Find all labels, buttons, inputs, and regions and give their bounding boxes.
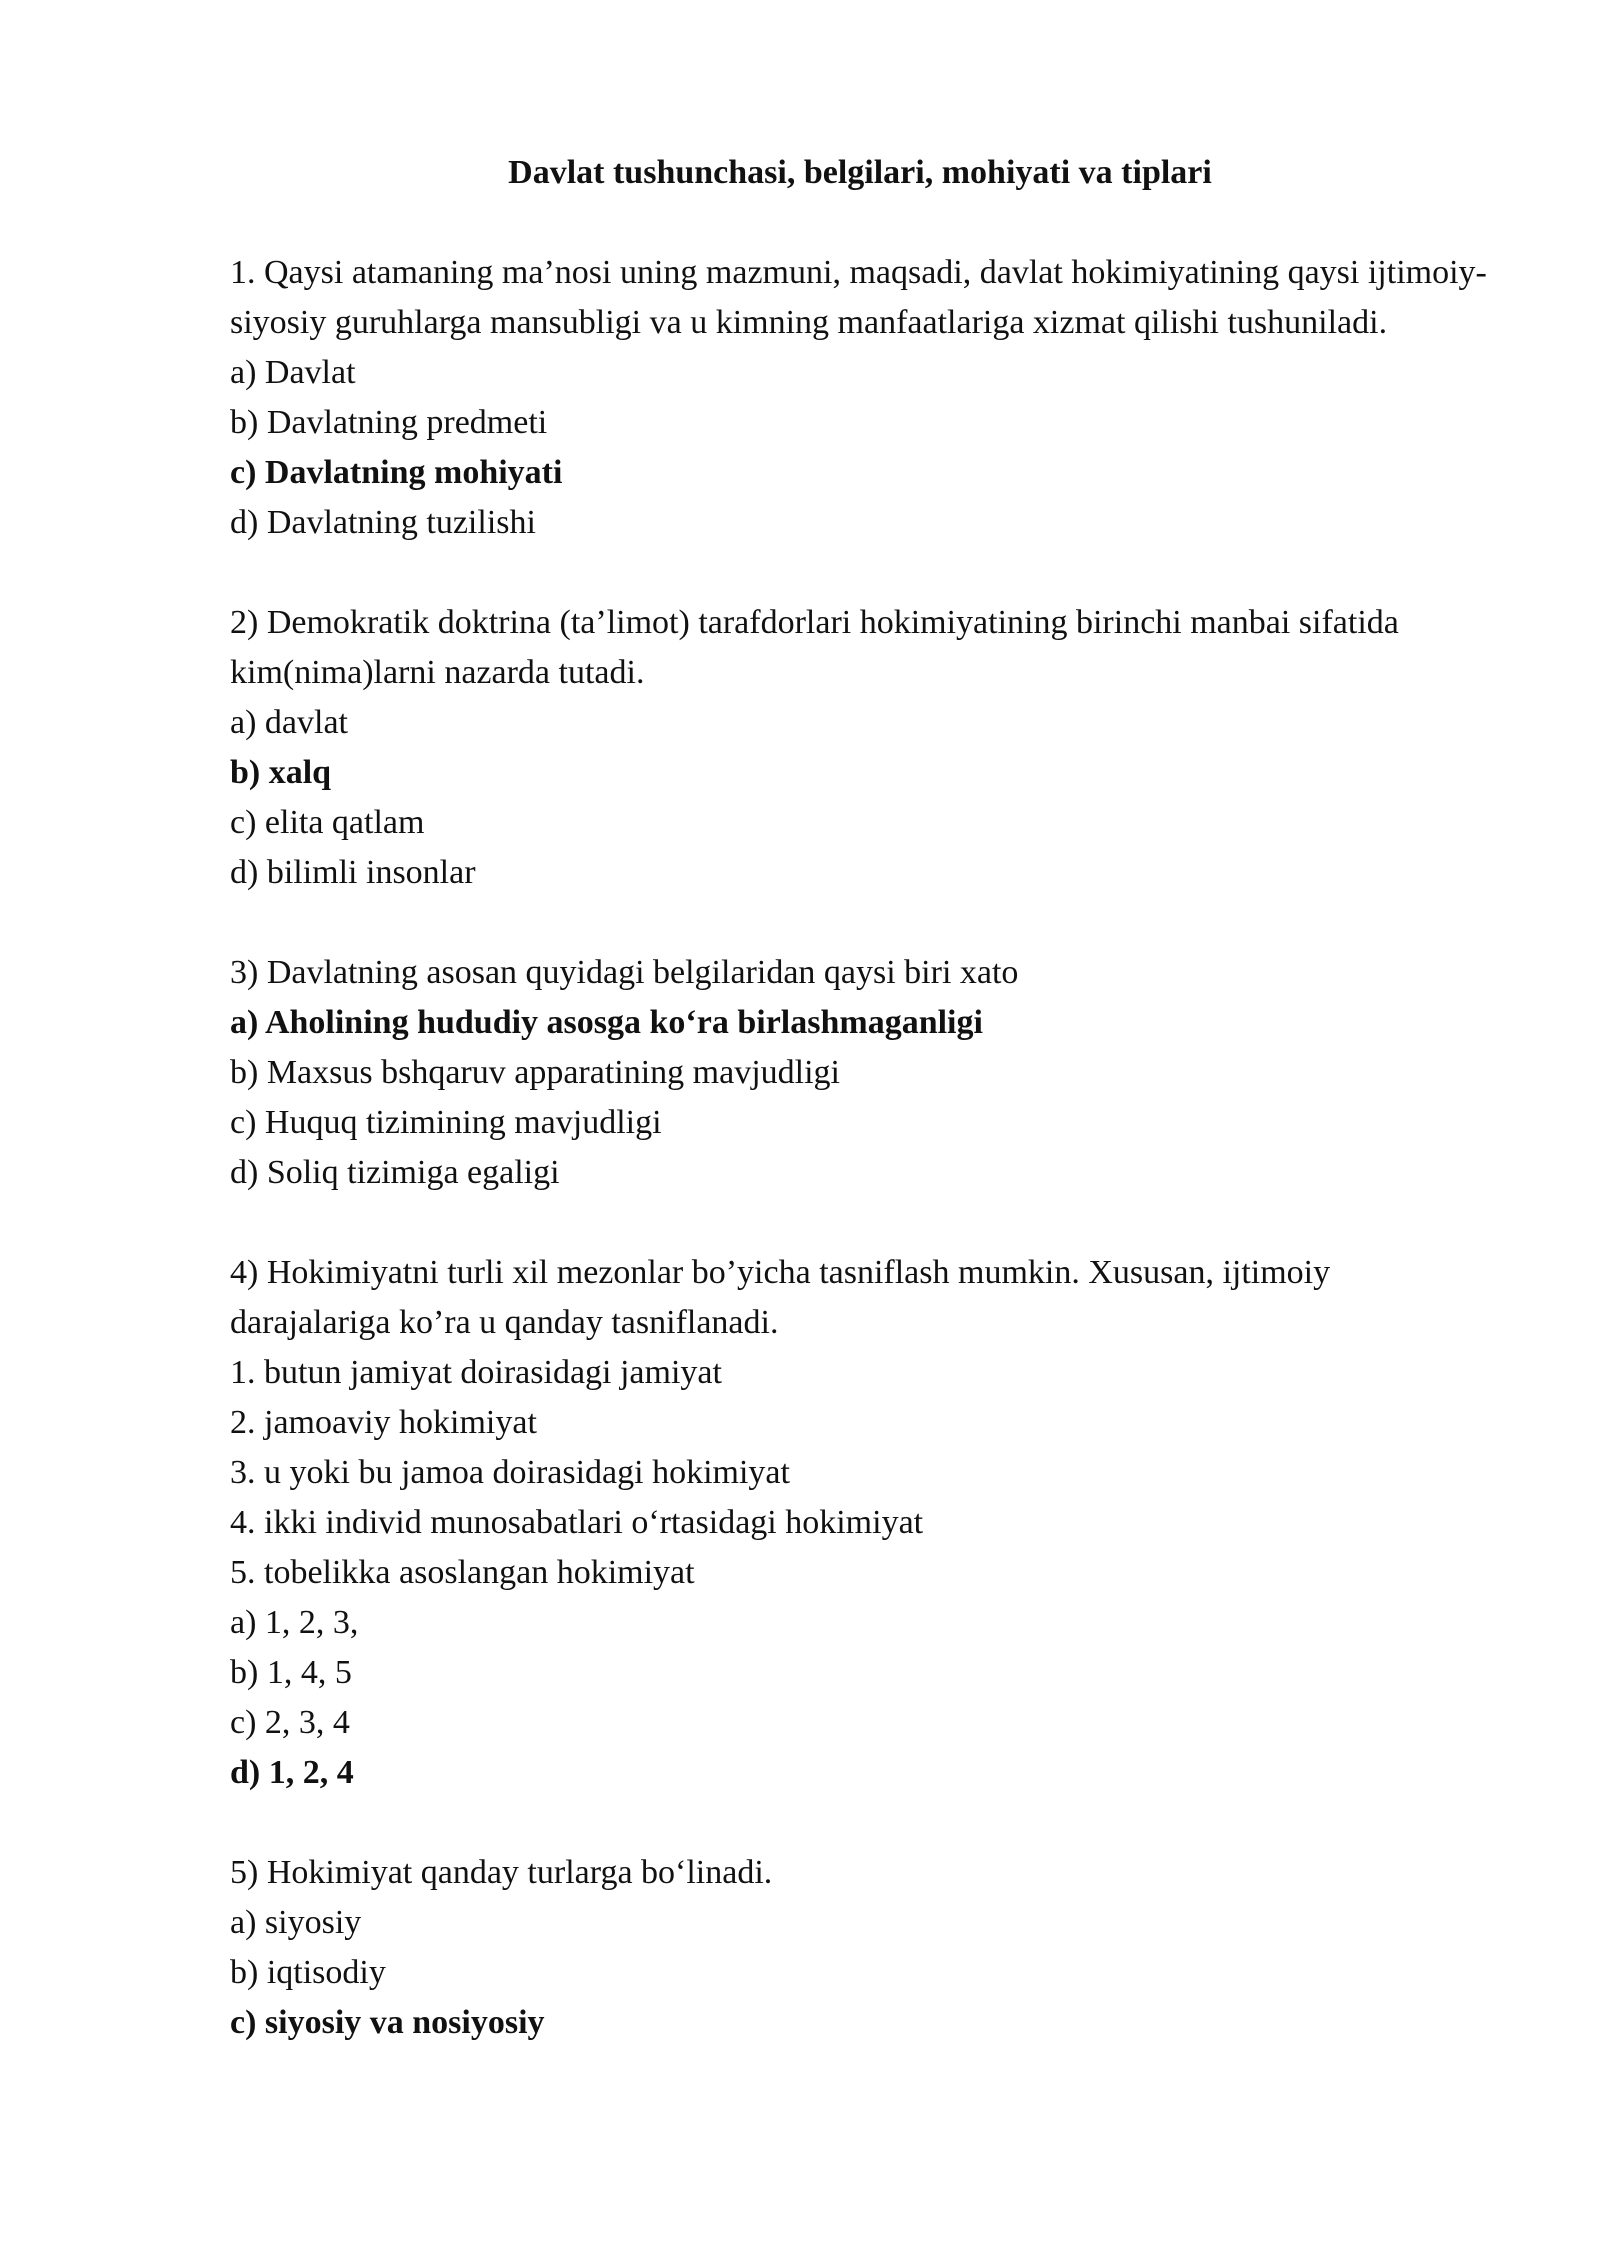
correct-answer-option: b) xalq xyxy=(230,754,332,791)
questions-list xyxy=(230,248,1490,2098)
correct-answer-option: c) Davlatning mohiyati xyxy=(230,454,563,491)
answer-option: d) Davlatning tuzilishi xyxy=(230,504,536,541)
question-text: 2) Demokratik doktrina (ta’limot) tarafdorlari hokimiyatining birinchi manbai sifatida kim(nima)larni nazarda tutadi. xyxy=(230,604,1399,691)
answer-option: b) iqtisodiy xyxy=(230,1954,386,1991)
answer-option: c) elita qatlam xyxy=(230,804,425,841)
enumerated-item: 1. butun jamiyat doirasidagi jamiyat xyxy=(230,1354,722,1391)
question-1 xyxy=(230,248,1490,548)
enumerated-item: 3. u yoki bu jamoa doirasidagi hokimiyat xyxy=(230,1454,790,1491)
document-title: Davlat tushunchasi, belgilari, mohiyati va tiplari xyxy=(508,154,1212,191)
answer-option: a) davlat xyxy=(230,704,348,741)
answer-option: a) 1, 2, 3, xyxy=(230,1604,359,1641)
question-3 xyxy=(230,948,1490,1198)
question-5 xyxy=(230,1848,1490,2048)
correct-answer-option: d) 1, 2, 4 xyxy=(230,1754,354,1791)
answer-option: a) Davlat xyxy=(230,354,356,391)
enumerated-item: 5. tobelikka asoslangan hokimiyat xyxy=(230,1554,695,1591)
answer-option: d) Soliq tizimiga egaligi xyxy=(230,1154,560,1191)
answer-option: b) 1, 4, 5 xyxy=(230,1654,352,1691)
question-text: 3) Davlatning asosan quyidagi belgilaridan qaysi biri xato xyxy=(230,954,1019,991)
answer-option: c) 2, 3, 4 xyxy=(230,1704,350,1741)
answer-option: a) siyosiy xyxy=(230,1904,362,1941)
answer-option: b) Maxsus bshqaruv apparatining mavjudligi xyxy=(230,1054,841,1091)
enumerated-item: 4. ikki individ munosabatlari o‘rtasidagi hokimiyat xyxy=(230,1504,924,1541)
answer-option: d) bilimli insonlar xyxy=(230,854,476,891)
correct-answer-option: a) Aholining hududiy asosga ko‘ra birlashmaganligi xyxy=(230,1004,983,1041)
answer-option: c) Huquq tizimining mavjudligi xyxy=(230,1104,662,1141)
answer-option: b) Davlatning predmeti xyxy=(230,404,548,441)
question-2 xyxy=(230,598,1490,898)
correct-answer-option: c) siyosiy va nosiyosiy xyxy=(230,2004,545,2041)
question-text: 4) Hokimiyatni turli xil mezonlar bo’yicha tasniflash mumkin. Xususan, ijtimoiy darajalariga ko’ra u qanday tasniflanadi. xyxy=(230,1254,1331,1341)
question-text: 1. Qaysi atamaning ma’nosi uning mazmuni, maqsadi, davlat hokimiyatining qaysi ijtimoiy-siyosiy guruhlarga mansubligi va u kimning manfaatlariga xizmat qilishi tushuniladi. xyxy=(230,254,1487,341)
question-4 xyxy=(230,1248,1490,1798)
question-text: 5) Hokimiyat qanday turlarga bo‘linadi. xyxy=(230,1854,773,1891)
enumerated-item: 2. jamoaviy hokimiyat xyxy=(230,1404,537,1441)
